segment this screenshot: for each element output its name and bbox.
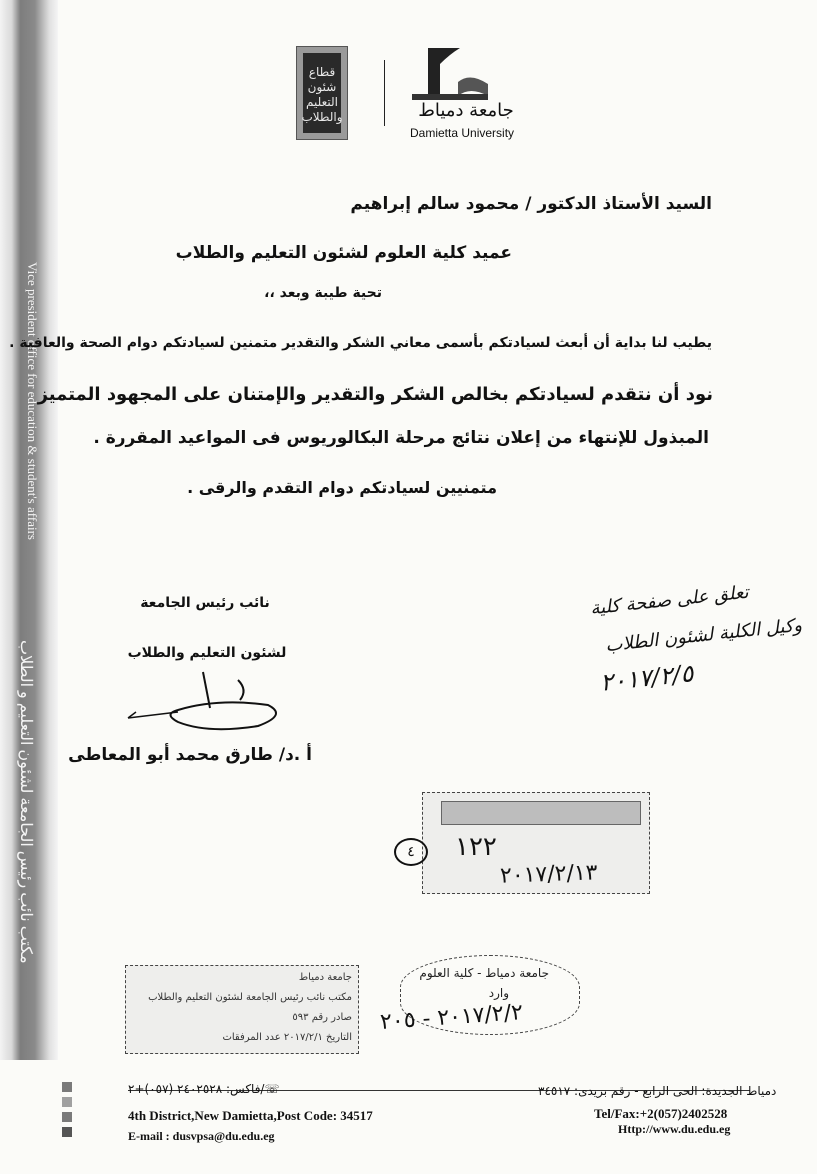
university-name-arabic: جامعة دمياط (418, 100, 514, 121)
signatory-name: أ .د/ طارق محمد أبو المعاطى (68, 745, 312, 765)
footer-squares (62, 1082, 76, 1142)
signatory-subtitle: لشئون التعليم والطلاب (127, 645, 287, 661)
header-divider (384, 60, 385, 126)
greeting: تحية طيبة وبعد ،، (264, 285, 382, 301)
office-stamp-line: صادر رقم ٥٩٣ (292, 1012, 352, 1023)
office-stamp (125, 965, 359, 1054)
office-stamp-line: مكتب نائب رئيس الجامعة لشئون التعليم والطلاب (148, 992, 352, 1003)
footer-address-english: 4th District,New Damietta,Post Code: 34517 (128, 1108, 373, 1123)
science-stamp-date: ٢٠١٧/٢/٢ - ٢٠٥ (379, 1000, 524, 1035)
paragraph-1: يطيب لنا بداية أن أبعث لسيادتكم بأسمى معاني الشكر والتقدير متمنين لسيادتكم دوام الصحة والعافية . (9, 335, 712, 351)
incoming-circle-number: ٤ (394, 838, 428, 866)
side-strip (0, 0, 58, 1060)
science-stamp-line: وارد (488, 986, 509, 1000)
incoming-date: ٢٠١٧/٢/١٣ (499, 860, 598, 889)
footer-address-arabic: دمياط الجديدة: الحى الرابع - رقم بريدى: ٣٤٥١٧ (538, 1084, 777, 1098)
recipient-title: عميد كلية العلوم لشئون التعليم والطلاب (175, 243, 512, 263)
faculty-logo (296, 46, 348, 140)
incoming-number: ١٢٢ (455, 832, 497, 862)
office-stamp-line: التاريخ ٢٠١٧/٢/١ عدد المرفقات (222, 1032, 352, 1043)
handwritten-note-date: ٢٠١٧/٢/٥ (598, 659, 695, 697)
footer-website: Http://www.du.edu.eg (618, 1122, 731, 1136)
handwritten-note-line-2: وكيل الكلية لشئون الطلاب (604, 614, 803, 657)
side-strip-english: Vice president office for education & student's affairs (25, 262, 40, 540)
university-name-english: Damietta University (410, 126, 515, 140)
side-strip-arabic: مكتب نائب رئيس الجامعة لشئون التعليم و الطلاب (17, 640, 34, 964)
paragraph-2: نود أن نتقدم لسيادتكم بخالص الشكر والتقدير والإمتنان على المجهود المتميز (37, 384, 713, 405)
office-stamp-line: جامعة دمياط (298, 972, 352, 983)
paragraph-4: متمنيين لسيادتكم دوام التقدم والرقى . (187, 478, 497, 497)
faculty-logo-text: قطاع شئون التعليم والطلاب (301, 65, 343, 124)
footer-email: E-mail : dusvpsa@du.edu.eg (128, 1129, 275, 1143)
footer-telfax: Tel/Fax:+2(057)2402528 (594, 1106, 728, 1121)
footer-phone-arabic: ☏/فاكس: ٢٤٠٢٥٢٨ (٠٥٧)+٢ (128, 1082, 280, 1096)
university-logo-mark (410, 44, 490, 102)
paragraph-3: المبذول للإنتهاء من إعلان نتائج مرحلة البكالوريوس فى المواعيد المقررة . (93, 428, 709, 448)
signature-scribble (118, 660, 308, 740)
signatory-title: نائب رئيس الجامعة (140, 595, 270, 611)
salutation: السيد الأستاذ الدكتور / محمود سالم إبراهيم (350, 194, 712, 214)
handwritten-note-line-1: تعلق على صفحة كلية (589, 581, 750, 620)
science-stamp-line: جامعة دمياط - كلية العلوم (419, 966, 549, 980)
